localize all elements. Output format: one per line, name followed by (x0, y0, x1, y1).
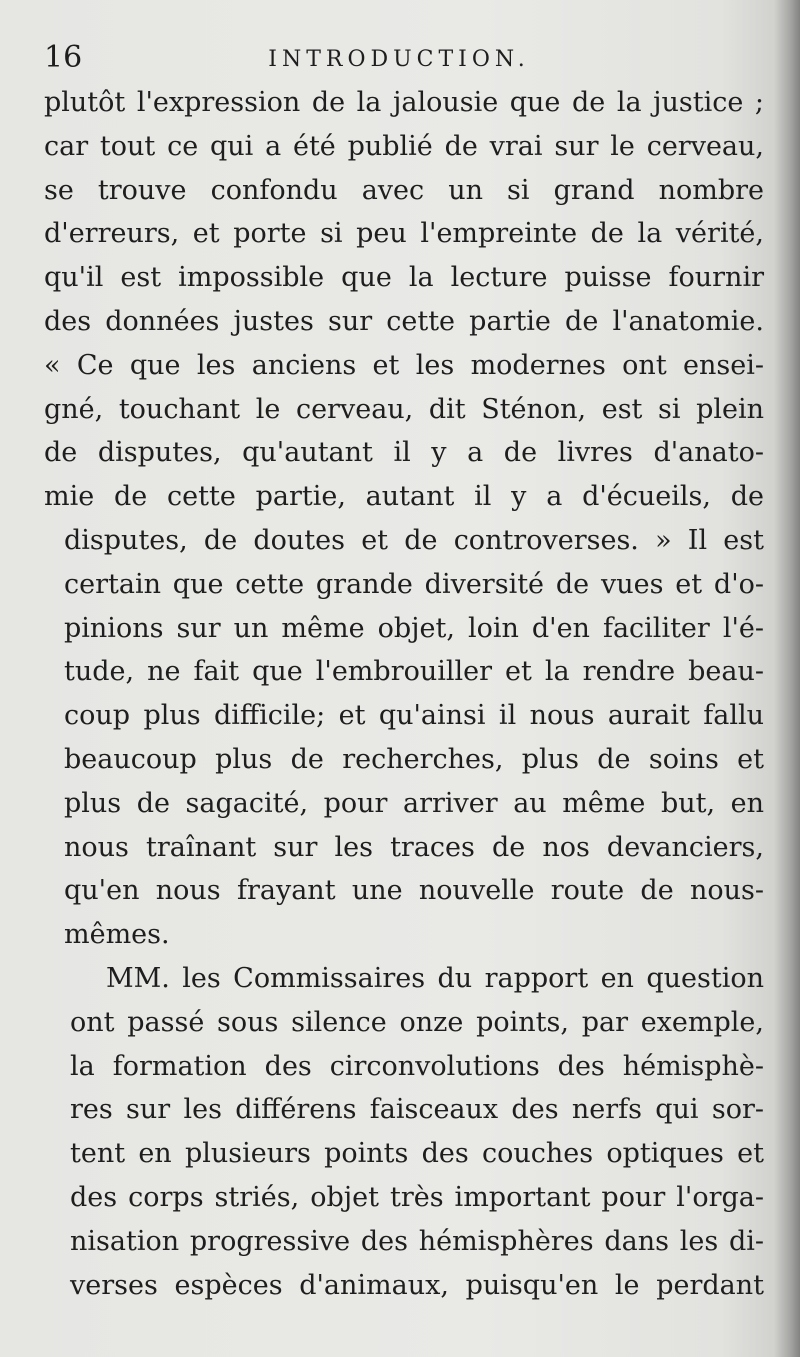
page-edge-shadow (774, 0, 800, 1357)
text-line: des données justes sur cette partie de l'anatomie. (44, 305, 764, 337)
text-line: mêmes. (64, 919, 170, 951)
text-line: coup plus difficile; et qu'ainsi il nous aurait fallu (64, 700, 764, 732)
text-line: se trouve confondu avec un si grand nombre (44, 174, 764, 206)
text-line: tent en plusieurs points des couches optiques et (70, 1138, 764, 1170)
page-number: 16 (44, 40, 83, 75)
text-line: plus de sagacité, pour arriver au même but, en (64, 787, 764, 819)
text-line: plutôt l'expression de la jalousie que de la justice ; (44, 87, 764, 118)
body-text (44, 81, 764, 1307)
text-line: d'erreurs, et porte si peu l'empreinte de la vérité, (44, 218, 764, 250)
text-line: certain que cette grande diversité de vues et d'o- (64, 568, 764, 600)
page-header (44, 38, 754, 78)
text-line: nisation progressive des hémisphères dans les di- (70, 1225, 764, 1257)
text-line: tude, ne fait que l'embrouiller et la rendre beau- (64, 656, 764, 688)
text-line: qu'il est impossible que la lecture puisse fournir (44, 262, 764, 294)
text-line: car tout ce qui a été publié de vrai sur le cerveau, (44, 130, 764, 162)
running-head: INTRODUCTION. (268, 47, 530, 72)
text-line: ont passé sous silence onze points, par exemple, (70, 1006, 764, 1038)
text-line: mie de cette partie, autant il y a d'écueils, de (44, 481, 764, 513)
text-line: pinions sur un même objet, loin d'en faciliter l'é- (64, 612, 764, 644)
text-line: nous traînant sur les traces de nos devanciers, (64, 831, 764, 863)
text-line: res sur les différens faisceaux des nerfs qui sor- (70, 1094, 764, 1126)
text-line: verses espèces d'animaux, puisqu'en le perdant (70, 1269, 764, 1301)
text-line: gné, touchant le cerveau, dit Sténon, est si plein (44, 393, 764, 425)
text-line: la formation des circonvolutions des hémisphè- (70, 1050, 764, 1082)
text-line: des corps striés, objet très important pour l'orga- (70, 1181, 764, 1213)
text-line: qu'en nous frayant une nouvelle route de nous- (64, 875, 764, 907)
text-line: « Ce que les anciens et les modernes ont ensei- (44, 349, 764, 381)
paragraph-start-line: MM. les Commissaires du rapport en question (106, 962, 764, 994)
text-line: de disputes, qu'autant il y a de livres d'anato- (44, 437, 764, 469)
text-line: disputes, de doutes et de controverses. » Il est (64, 524, 764, 556)
text-line: beaucoup plus de recherches, plus de soins et (64, 743, 764, 775)
